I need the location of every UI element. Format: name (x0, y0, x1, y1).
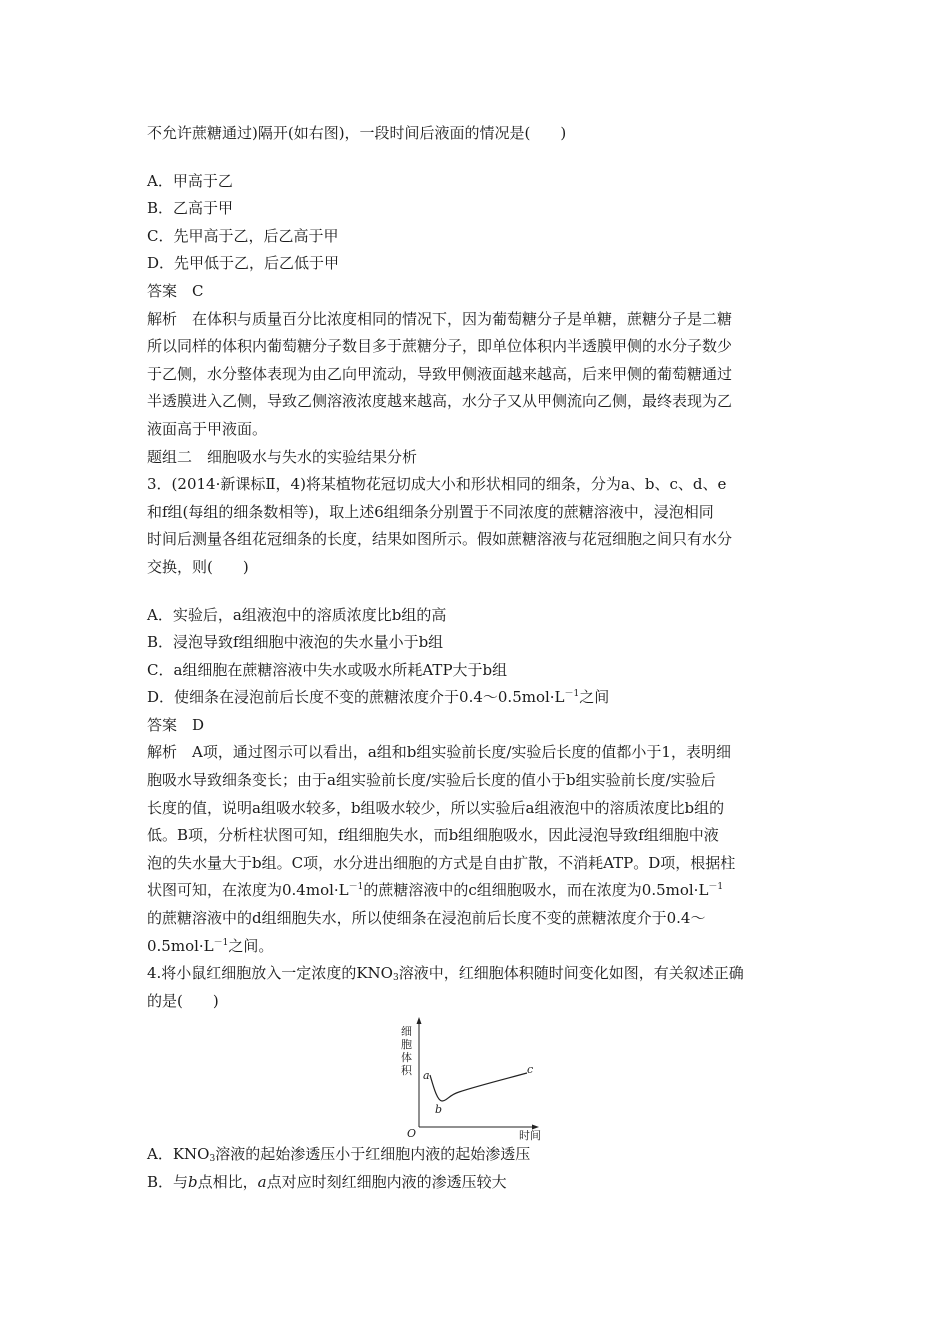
q3-analysis-sup: －1 (708, 882, 724, 893)
q2-option-a: A．甲高于乙 (147, 171, 233, 190)
q2-option-d: D．先甲低于乙，后乙低于甲 (147, 254, 340, 273)
q3-analysis-line: 长度的值，说明a组吸水较多，b组吸水较少，所以实验后a组液泡中的溶质浓度比b组的 (147, 798, 725, 817)
q3-analysis-line: 低。B项，分析柱状图可知，f组细胞失水，而b组细胞吸水，因此浸泡导致f组细胞中液 (147, 826, 719, 845)
q3-option-b: B．浸泡导致f组细胞中液泡的失水量小于b组 (147, 633, 444, 652)
q2-answer: 答案 C (147, 281, 204, 300)
q3-analysis-text: 0.5mol·L (147, 936, 214, 955)
q3-analysis-text: 的蔗糖溶液中的c组细胞吸水，而在浓度为0.5mol·L (363, 881, 709, 900)
q4-stem-line: 的是( ) (147, 991, 219, 1010)
q3-analysis-line: 胞吸水导致细条变长；由于a组实验前长度/实验后长度的值小于b组实验前长度/实验后 (147, 771, 716, 790)
graph-origin-label: O (407, 1127, 417, 1141)
q3-answer: 答案 D (147, 715, 205, 734)
q3-option-d-sup: －1 (564, 689, 580, 700)
q2-analysis-line: 所以同样的体积内葡萄糖分子数目多于蔗糖分子，即单位体积内半透膜甲侧的水分子数少 (147, 337, 733, 356)
q2-analysis-line: 于乙侧，水分整体表现为由乙向甲流动，导致甲侧液面越来越高，后来甲侧的葡萄糖通过 (147, 364, 733, 383)
q4-option-a (147, 1141, 817, 1169)
q3-stem-line: 和f组(每组的细条数相等)，取上述6组细条分别置于不同浓度的蔗糖溶液中，浸泡相同 (147, 502, 714, 521)
graph-point-b-label: b (435, 1103, 443, 1117)
q4-stem-text: 溶液中，红细胞体积随时间变化如图，有关叙述正确 (398, 964, 744, 983)
q2-analysis-line: 半透膜进入乙侧，导致乙侧溶液浓度越来越高，水分子又从甲侧流向乙侧，最终表现为乙 (147, 392, 733, 411)
q3-option-c: C．a组细胞在蔗糖溶液中失水或吸水所耗ATP大于b组 (147, 660, 508, 679)
graph-y-axis-arrow (417, 1017, 422, 1024)
q3-option-d (147, 684, 817, 712)
spacer (147, 582, 817, 602)
q2-option-c: C．先甲高于乙，后乙高于甲 (147, 226, 339, 245)
graph-ylabel-char: 体 (401, 1051, 412, 1065)
q4-option-b-text: 点对应时刻红细胞内液的渗透压较大 (266, 1173, 507, 1191)
q4-option-b-text: B．与 (147, 1173, 189, 1191)
q3-analysis-text: 之间。 (228, 936, 274, 955)
q3-analysis-sup: －1 (348, 882, 364, 893)
cell-volume-graph (147, 1015, 817, 1141)
q3-analysis-line (147, 877, 817, 905)
q4-option-a-text: A．KNO (147, 1145, 210, 1164)
q2-stem-tail: 不允许蔗糖通过)隔开(如右图)，一段时间后液面的情况是( ) (147, 124, 567, 142)
q4-option-a-sub: 3 (209, 1154, 216, 1165)
q4-option-a-text-end: 溶液的起始渗透压小于红细胞内液的起始渗透压 (215, 1145, 531, 1164)
q3-stem-line: 时间后测量各组花冠细条的长度，结果如图所示。假如蔗糖溶液与花冠细胞之间只有水分 (147, 530, 733, 549)
q2-option-b: B．乙高于甲 (147, 199, 234, 218)
graph-ylabel-char: 积 (401, 1064, 412, 1078)
q3-analysis-line: 的蔗糖溶液中的d组细胞失水，所以使细条在浸泡前后长度不变的蔗糖浓度介于0.4～ (147, 909, 706, 928)
q3-option-d-text: D．使细条在浸泡前后长度不变的蔗糖浓度介于0.4～0.5mol·L (147, 688, 565, 707)
cell-volume-graph-svg (397, 1015, 597, 1141)
q3-stem-line: 3．(2014·新课标Ⅱ，4)将某植物花冠切成大小和形状相同的细条，分为a、b、c、d、e (147, 475, 727, 494)
q4-option-b-point: a (257, 1173, 267, 1191)
group2-title: 题组二 细胞吸水与失水的实验结果分析 (147, 447, 418, 466)
graph-point-a-label: a (423, 1069, 430, 1083)
q4-stem-text: 4.将小鼠红细胞放入一定浓度的KNO (147, 964, 393, 983)
spacer (147, 148, 817, 168)
q2-analysis-line: 解析 在体积与质量百分比浓度相同的情况下，因为葡萄糖分子是单糖，蔗糖分子是二糖 (147, 309, 733, 328)
document-page (147, 120, 817, 1197)
q4-option-b (147, 1169, 817, 1197)
q3-analysis-line: 泡的失水量大于b组。C项，水分进出细胞的方式是自由扩散，不消耗ATP。D项，根据柱 (147, 853, 736, 872)
graph-xlabel: 时间 (519, 1129, 541, 1142)
q4-stem-sub: 3 (392, 973, 399, 984)
q4-stem-line (147, 960, 817, 988)
q3-stem-line: 交换，则( ) (147, 557, 249, 576)
q4-option-b-text: 点相比， (197, 1173, 258, 1191)
q2-analysis-line: 液面高于甲液面。 (147, 419, 268, 438)
q3-analysis-line: 解析 A项，通过图示可以看出，a组和b组实验前长度/实验后长度的值都小于1，表明细 (147, 743, 731, 762)
q4-option-b-point: b (188, 1173, 198, 1191)
q3-analysis-sup: －1 (213, 937, 229, 948)
graph-volume-curve (430, 1073, 527, 1101)
graph-ylabel-char: 胞 (401, 1038, 412, 1052)
q3-option-d-text-end: 之间 (579, 688, 610, 707)
q3-option-a: A．实验后，a组液泡中的溶质浓度比b组的高 (147, 605, 447, 624)
q3-analysis-line (147, 933, 817, 961)
graph-ylabel-char: 细 (401, 1025, 412, 1039)
graph-point-c-label: c (527, 1063, 534, 1077)
q3-analysis-text: 状图可知，在浓度为0.4mol·L (147, 881, 349, 900)
